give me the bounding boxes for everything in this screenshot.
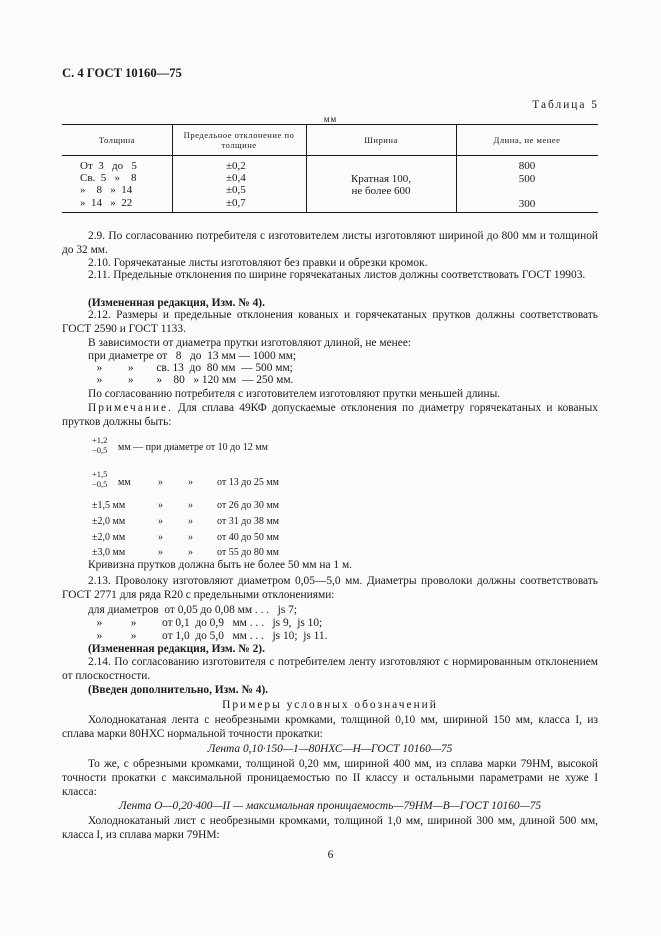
col-header-deviation: Предельное отклонение по толщине	[183, 130, 295, 150]
tolerance-range: от 55 до 80 мм	[217, 547, 279, 558]
tolerance-value: ±1,5 мм	[92, 500, 126, 511]
wire-line: » » от 1,0 до 5,0 мм . . . js 10; js 11.	[88, 630, 328, 642]
ditto-mark: »	[158, 516, 163, 527]
col-header-width: Ширина	[364, 135, 398, 145]
wire-line: » » от 0,1 до 0,9 мм . . . js 9, js 10;	[88, 617, 323, 629]
ditto-mark: »	[158, 532, 163, 543]
thickness-cell: » 8 » 14	[80, 184, 133, 196]
curvature-note: Кривизна прутков должна быть не более 50 мм на 1 м.	[88, 559, 352, 571]
example-2-designation: Лента О—0,20·400—II — максимальная проницаемость—79НМ—В—ГОСТ 10160—75	[118, 800, 542, 812]
tolerance-value: ±2,0 мм	[92, 532, 126, 543]
thickness-cell: От 3 до 5	[80, 160, 137, 172]
ditto-mark: »	[188, 477, 193, 488]
note-heading: Примечание.	[88, 402, 173, 414]
ditto-mark: »	[158, 500, 163, 511]
paragraph-2-11: 2.11. Предельные отклонения по ширине горячекатаных листов должны соответствовать ГОСТ 19903.	[88, 269, 586, 281]
tolerance-lower: −0,5	[92, 479, 108, 489]
col-header-length: Длина, не менее	[493, 135, 561, 145]
tolerance-range: от 31 до 38 мм	[217, 516, 279, 527]
ditto-mark: »	[158, 547, 163, 558]
tolerance-value: ±3,0 мм	[92, 547, 126, 558]
amendment-note: (Измененная редакция, Изм. № 2).	[88, 643, 265, 655]
table-header-rule	[62, 155, 598, 156]
tolerance-upper: +1,2	[92, 435, 108, 445]
deviation-cell: ±0,2	[226, 160, 246, 172]
col-header-thickness: Толщина	[98, 135, 136, 145]
wire-line: для диаметров от 0,05 до 0,08 мм . . . js 7;	[88, 604, 297, 616]
paragraph-2-12-lengths: В зависимости от диаметра прутки изготовляют длиной, не менее:	[88, 337, 412, 349]
paragraph-2-10: 2.10. Горячекатаные листы изготовляют без правки и обрезки кромок.	[88, 257, 428, 269]
tolerance-range: от 40 до 50 мм	[217, 532, 279, 543]
tolerance-unit: мм	[118, 477, 131, 488]
width-cell: не более 600	[351, 185, 411, 197]
ditto-mark: »	[188, 516, 193, 527]
paragraph-2-13: 2.13. Проволоку изготовляют диаметром 0,05—5,0 мм. Диаметры проволоки должны соответствовать ГОСТ 2771 для ряда R20 с предельными отклонениями:	[62, 575, 598, 601]
table-col-divider	[172, 124, 173, 212]
tolerance-upper: +1,5	[92, 469, 108, 479]
examples-heading: Примеры условных обозначений	[222, 699, 438, 711]
paragraph-2-12: 2.12. Размеры и предельные отклонения кованых и горячекатаных прутков должны соответствовать ГОСТ 2590 и ГОСТ 1133.	[62, 309, 598, 335]
width-cell: Кратная 100,	[350, 173, 412, 185]
tolerance-range: от 26 до 30 мм	[217, 500, 279, 511]
length-line: » » св. 13 до 80 мм — 500 мм;	[88, 362, 293, 374]
length-line: при диаметре от 8 до 13 мм — 1000 мм;	[88, 350, 297, 362]
length-line: » » » 80 » 120 мм — 250 мм.	[88, 374, 294, 386]
deviation-cell: ±0,7	[226, 197, 246, 209]
example-1: Холоднокатаная лента с необрезными кромками, толщиной 0,10 мм, шириной 150 мм, класса I, из сплава марки 80НХС нормальной точности прокатки:	[62, 714, 598, 740]
length-cell: 300	[518, 198, 536, 210]
example-3: Холоднокатаный лист с необрезными кромками, толщиной 1,0 мм, шириной 300 мм, длиной 500 мм, класса I, из сплава марки 79НМ:	[62, 815, 598, 841]
deviation-cell: ±0,4	[226, 172, 246, 184]
paragraph-2-14: 2.14. По согласованию изготовителя с потребителем ленту изготовляют с нормированным отклонением от плоскостности.	[62, 656, 598, 682]
ditto-mark: »	[188, 547, 193, 558]
ditto-mark: »	[158, 477, 163, 488]
example-1-designation: Лента 0,10·150—1—80НХС—Н—ГОСТ 10160—75	[207, 743, 453, 755]
table-bottom-rule	[62, 212, 598, 213]
ditto-mark: »	[188, 500, 193, 511]
tolerance-text: мм — при диаметре от 10 до 12 мм	[118, 442, 268, 453]
tolerance-range: от 13 до 25 мм	[217, 477, 279, 488]
note-paragraph	[62, 401, 598, 429]
tolerance-lower: −0,5	[92, 445, 108, 455]
example-2: То же, с обрезными кромками, толщиной 0,20 мм, шириной 400 мм, из сплава марки 79НМ, высокой точности прокатки с максимальной проницаемостью по II классу и остальными параметрами не хуже I класса:	[62, 758, 598, 798]
table-top-rule	[62, 124, 598, 125]
amendment-note: (Измененная редакция, Изм. № 4).	[88, 297, 265, 309]
addition-note: (Введен дополнительно, Изм. № 4).	[88, 684, 269, 696]
length-cell: 800	[518, 160, 536, 172]
deviation-cell: ±0,5	[226, 184, 246, 196]
page-header: С. 4 ГОСТ 10160—75	[62, 66, 182, 80]
tolerance-value: ±2,0 мм	[92, 516, 126, 527]
table-label: Таблица 5	[532, 99, 599, 111]
note-text: Для сплава 49КФ допускаемые отклонения по диаметру горячекатаных и кованых прутков должны быть:	[62, 402, 598, 428]
thickness-cell: Св. 5 » 8	[80, 172, 137, 184]
thickness-cell: » 14 » 22	[80, 197, 133, 209]
paragraph-2-9: 2.9. По согласованию потребителя с изготовителем листы изготовляют шириной до 800 мм и толщиной до 32 мм.	[62, 230, 598, 256]
page-number: 6	[327, 849, 334, 861]
table-unit: мм	[323, 114, 338, 124]
length-cell: 500	[518, 173, 536, 185]
ditto-mark: »	[188, 532, 193, 543]
paragraph-2-12-agreement: По согласованию потребителя с изготовителем изготовляют прутки меньшей длины.	[88, 388, 501, 400]
